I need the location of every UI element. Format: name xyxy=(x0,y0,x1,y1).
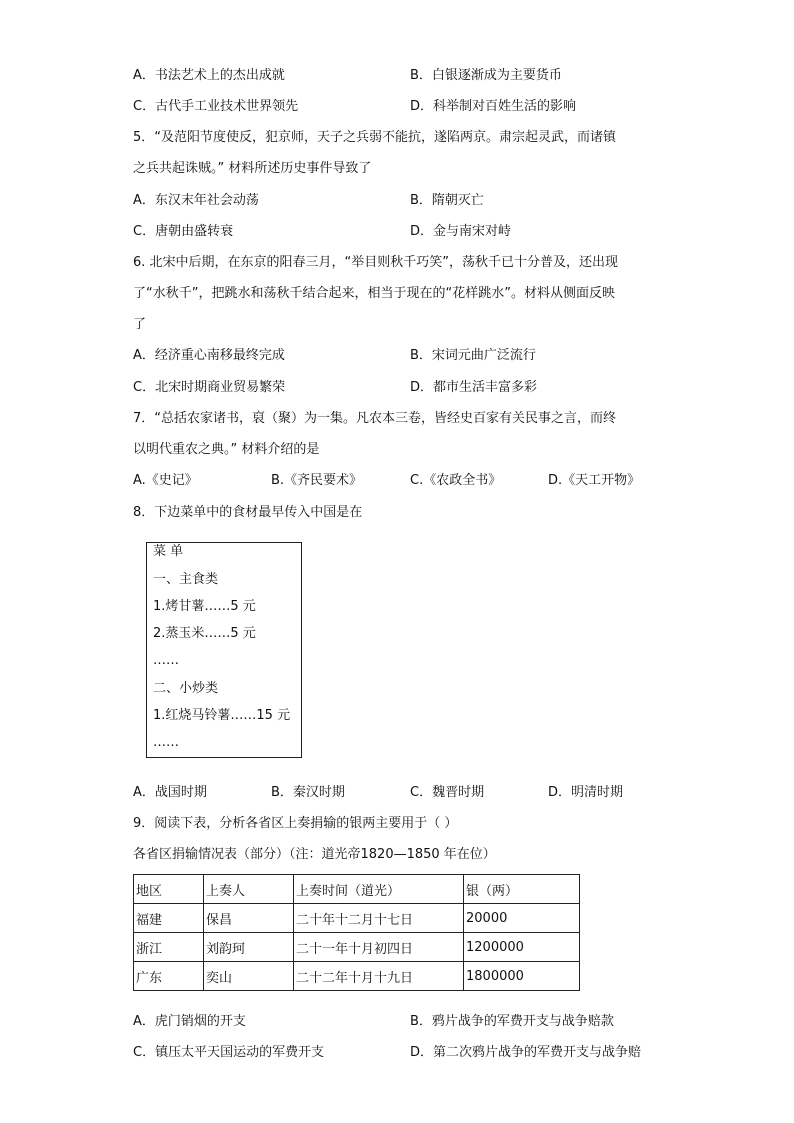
q9-option-d: D．第二次鸦片战争的军费开支与战争赔 xyxy=(410,1045,642,1060)
q6-option-d: D．都市生活丰富多彩 xyxy=(410,380,538,395)
q7-option-a: A.《史记》 xyxy=(133,473,198,488)
q9-option-b: B．鸦片战争的军费开支与战争赔款 xyxy=(410,1014,614,1029)
q6-stem-line-3: 了 xyxy=(133,317,147,332)
q6-stem-line-1: 6. 北宋中后期，在东京的阳春三月，“举目则秋千巧笑”，荡秋千已十分普及，还出现 xyxy=(133,255,619,270)
menu-title: 菜 单 xyxy=(153,544,184,559)
q7-option-b: B.《齐民要术》 xyxy=(271,473,363,488)
menu-line: …… xyxy=(153,735,179,750)
table-row xyxy=(134,904,580,933)
q7-option-d: D.《天工开物》 xyxy=(548,473,641,488)
q6-option-c: C．北宋时期商业贸易繁荣 xyxy=(133,380,286,395)
q8-option-b: B．秦汉时期 xyxy=(271,785,345,800)
q5-stem-line-2: 之兵共起诛贼。” 材料所述历史事件导致了 xyxy=(133,161,372,176)
q5-option-b: B．隋朝灭亡 xyxy=(410,193,484,208)
q8-option-a: A．战国时期 xyxy=(133,785,207,800)
donation-table xyxy=(133,874,580,991)
table-header-cell: 银（两） xyxy=(464,875,580,904)
table-cell: 二十年十二月十七日 xyxy=(294,904,464,933)
table-cell: 二十二年十月十九日 xyxy=(294,962,464,991)
q5-option-a: A．东汉末年社会动荡 xyxy=(133,193,259,208)
menu-box xyxy=(146,542,302,758)
table-cell: 二十一年十月初四日 xyxy=(294,933,464,962)
q4-option-c: C．古代手工业技术世界领先 xyxy=(133,99,299,114)
q5-option-c: C．唐朝由盛转衰 xyxy=(133,224,234,239)
table-cell: 1800000 xyxy=(464,962,580,991)
table-header-cell: 地区 xyxy=(134,875,204,904)
q4-option-d: D．科举制对百姓生活的影响 xyxy=(410,99,577,114)
table-header-cell: 上奏时间（道光） xyxy=(294,875,464,904)
menu-line: 二、小炒类 xyxy=(153,681,219,696)
q7-stem-line-1: 7．“总括农家诸书，裒（聚）为一集。凡农本三卷，皆经史百家有关民事之言，而终 xyxy=(133,411,617,426)
table-cell: 1200000 xyxy=(464,933,580,962)
menu-line: 一、主食类 xyxy=(153,572,219,587)
table-row xyxy=(134,962,580,991)
menu-line: 1.烤甘薯……5 元 xyxy=(153,599,256,614)
table-cell: 浙江 xyxy=(134,933,204,962)
q9-option-a: A．虎门销烟的开支 xyxy=(133,1014,246,1029)
q7-stem-line-2: 以明代重农之典。” 材料介绍的是 xyxy=(133,442,320,457)
q7-option-c: C.《农政全书》 xyxy=(410,473,502,488)
q5-option-d: D．金与南宋对峙 xyxy=(410,224,512,239)
table-row xyxy=(134,933,580,962)
q6-stem-line-2: 了“水秋千”，把跳水和荡秋千结合起来，相当于现在的“花样跳水”。材料从侧面反映 xyxy=(133,286,615,301)
q8-stem: 8．下边菜单中的食材最早传入中国是在 xyxy=(133,505,363,520)
q6-option-b: B．宋词元曲广泛流行 xyxy=(410,348,536,363)
q6-option-a: A．经济重心南移最终完成 xyxy=(133,348,285,363)
q8-option-c: C．魏晋时期 xyxy=(410,785,485,800)
table-cell: 刘韵珂 xyxy=(204,933,294,962)
q5-stem-line-1: 5．“及范阳节度使反，犯京师，天子之兵弱不能抗，遂陷两京。肃宗起灵武，而诸镇 xyxy=(133,130,617,145)
menu-line: 1.红烧马铃薯……15 元 xyxy=(153,708,291,723)
menu-line: 2.蒸玉米……5 元 xyxy=(153,626,256,641)
q9-option-c: C．镇压太平天国运动的军费开支 xyxy=(133,1045,325,1060)
table-cell: 20000 xyxy=(464,904,580,933)
table-header-cell: 上奏人 xyxy=(204,875,294,904)
table-cell: 保昌 xyxy=(204,904,294,933)
q9-stem: 9．阅读下表，分析各省区上奏捐输的银两主要用于（ ） xyxy=(133,816,458,831)
menu-line: …… xyxy=(153,653,179,668)
table-cell: 福建 xyxy=(134,904,204,933)
q4-option-a: A．书法艺术上的杰出成就 xyxy=(133,68,285,83)
q8-option-d: D．明清时期 xyxy=(548,785,624,800)
q9-table-title: 各省区捐输情况表（部分）（注：道光帝1820—1850 年在位） xyxy=(133,847,496,862)
table-header-row xyxy=(134,875,580,904)
q4-option-b: B．白银逐渐成为主要货币 xyxy=(410,68,562,83)
table-cell: 奕山 xyxy=(204,962,294,991)
table-cell: 广东 xyxy=(134,962,204,991)
